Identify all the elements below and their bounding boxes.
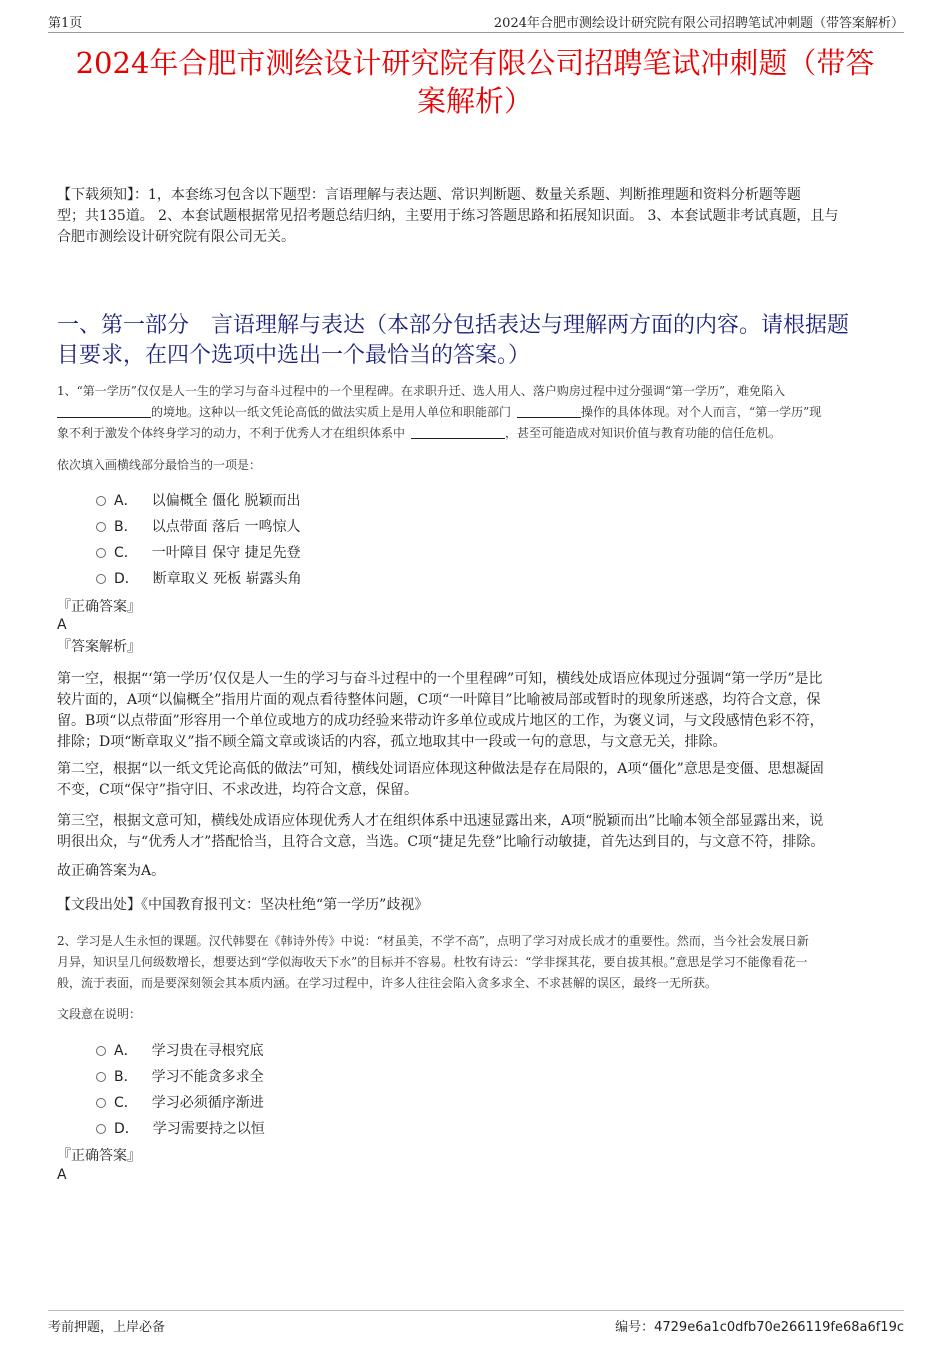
q1-analysis-paragraph-3: 第三空，根据文意可知，横线处成语应体现优秀人才在组织体系中迅速显露出来，A项“脱颖而出”比喻本领全部显露出来，说 明很出众，与“优秀人才”搭配恰当，且符合文意，当选。C项“捷足先登”比喻行动敏捷，首先达到目的，与文意不符，排除。 (57, 813, 825, 850)
question-2-stem (57, 931, 897, 994)
question-2-prompt: 文段意在说明： (57, 1007, 142, 1021)
q2-line-2: 月异，知识呈几何级数增长，想要达到“学似海收天下水”的目标并不容易。杜牧有诗云：“学非探其花，要自拔其根。”意思是学习不能像看花一 (57, 955, 808, 969)
notice-line-1: 【下载须知】：1，本套练习包含以下题型：言语理解与表达题、常识判断题、数量关系题、判断推理题和资料分析题等题 (57, 187, 801, 203)
q2-option-d[interactable]: D． 学习需要持之以恒 (96, 1120, 265, 1138)
q1-line-3: 象不利于激发个体终身学习的动力，不利于优秀人才在组织体系中 ，甚至可能造成对知识价值与教育功能的信任危机。 (57, 426, 782, 440)
q1-option-c[interactable]: C． 一叶障目 保守 捷足先登 (96, 544, 301, 562)
radio-icon[interactable] (96, 496, 106, 506)
question-1-stem (57, 381, 897, 444)
notice-line-2: 型；共135道。 2、本套试题根据常见招考题总结归纳，主要用于练习答题思路和拓展知识面。 3、本套试题非考试真题，且与 (57, 208, 839, 224)
radio-icon[interactable] (96, 1098, 106, 1108)
footer-slogan: 考前押题，上岸必备 (48, 1320, 166, 1335)
q2-line-3: 般，流于表面，而是要深刻领会其本质内涵。在学习过程中，许多人往往会陷入贪多求全、不求甚解的误区，最终一无所获。 (57, 976, 718, 990)
q2-answer: A (57, 1167, 67, 1183)
q1-analysis-label: 『答案解析』 (57, 639, 141, 655)
radio-icon[interactable] (96, 1046, 106, 1056)
section-heading (57, 311, 897, 371)
question-1-prompt: 依次填入画横线部分最恰当的一项是： (57, 458, 262, 472)
q2-option-b[interactable]: B． 学习不能贪多求全 (96, 1068, 264, 1086)
q1-answer-label: 『正确答案』 (57, 599, 141, 615)
q1-source: 【文段出处】《中国教育报刊文：坚决杜绝“第一学历”歧视》 (57, 897, 429, 913)
q1-analysis-paragraph-2: 第二空，根据“以一纸文凭论高低的做法”可知，横线处词语应体现这种做法是存在局限的，A项“僵化”意思是变僵、思想凝固 不变，C项“保守”指守旧、不求改进，均符合文意，保留。 (57, 761, 824, 798)
footer-code: 编号：4729e6a1c0dfb70e266119fe68a6f19c (615, 1320, 904, 1335)
fill-blank-2 (517, 404, 581, 418)
radio-icon[interactable] (96, 548, 106, 558)
page-number: 第1页 (48, 16, 83, 31)
radio-icon[interactable] (96, 1072, 106, 1082)
q1-line-1: 1、“第一学历”仅仅是人一生的学习与奋斗过程中的一个里程碑。在求职升迁、选人用人、落户购房过程中过分强调“第一学历”，难免陷入 (57, 384, 786, 398)
q1-option-b[interactable]: B． 以点带面 落后 一鸣惊人 (96, 518, 301, 536)
page-title-line-2: 案解析） (416, 84, 533, 118)
download-notice (57, 185, 897, 248)
page-title-line-1: 2024年合肥市测绘设计研究院有限公司招聘笔试冲刺题（带答 (75, 46, 875, 80)
fill-blank-1 (57, 404, 151, 418)
header-rule (48, 32, 904, 33)
q2-line-1: 2、学习是人生永恒的课题。汉代韩婴在《韩诗外传》中说：“材虽美，不学不高”，点明了学习对成长成才的重要性。然而，当今社会发展日新 (57, 934, 809, 948)
running-header-title: 2024年合肥市测绘设计研究院有限公司招聘笔试冲刺题（带答案解析） (493, 16, 904, 31)
q2-option-c[interactable]: C． 学习必须循序渐进 (96, 1094, 264, 1112)
notice-line-3: 合肥市测绘设计研究院有限公司无关。 (57, 229, 295, 245)
q2-option-a[interactable]: A． 学习贵在寻根究底 (96, 1042, 264, 1060)
q2-answer-label: 『正确答案』 (57, 1148, 141, 1164)
q1-line-2: 的境地。这种以一纸文凭论高低的做法实质上是用人单位和职能部门 操作的具体体现。对个人而言，“第一学历”现 (57, 402, 897, 423)
q1-analysis-paragraph-1: 第一空，根据“‘第一学历’仅仅是人一生的学习与奋斗过程中的一个里程碑”可知，横线处成语应体现过分强调“第一学历”是比 较片面的，A项“以偏概全”指用片面的观点看待整体问题，C项“一叶障目”比喻被局部或暂时的现象所迷惑，均符合文意，保 留。B项“以点带面”形容用一个单位或地方的成功经验来带动许多单位或成片地区的工作，为褒义词，与文段感情色彩不符， 排除；D项“断章取义”指不顾全篇文章或谈话的内容，孤立地取其中一段或一句的意思，与文意无关，排除。 (57, 671, 824, 750)
section-heading-line-1: 一、第一部分 言语理解与表达（本部分包括表达与理解两方面的内容。请根据题 (57, 313, 850, 338)
section-heading-line-2: 目要求，在四个选项中选出一个最恰当的答案。） (57, 343, 531, 368)
q1-conclusion: 故正确答案为A。 (57, 863, 166, 879)
fill-blank-3 (411, 425, 505, 439)
page-title (50, 44, 900, 120)
q1-option-a[interactable]: A． 以偏概全 僵化 脱颖而出 (96, 492, 300, 510)
q1-answer: A (57, 617, 67, 633)
footer-rule (48, 1310, 904, 1311)
q1-option-d[interactable]: D． 断章取义 死板 崭露头角 (96, 570, 302, 588)
radio-icon[interactable] (96, 1124, 106, 1134)
radio-icon[interactable] (96, 574, 106, 584)
radio-icon[interactable] (96, 522, 106, 532)
